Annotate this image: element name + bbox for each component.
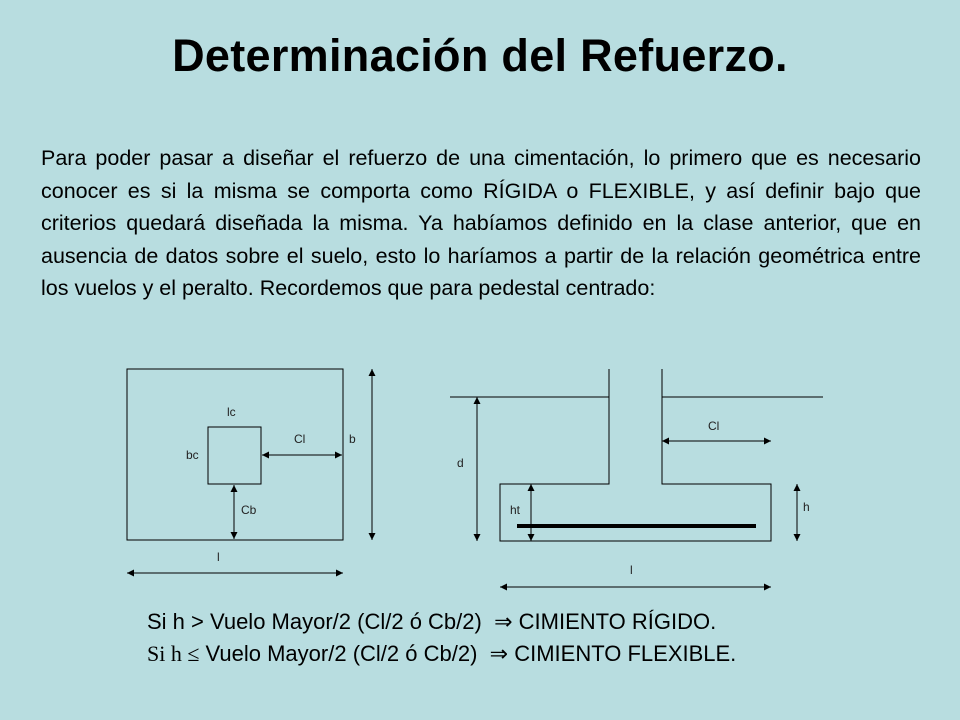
implies-arrow-icon: ⇒ [489, 641, 509, 666]
flexible-result: CIMIENTO FLEXIBLE. [514, 641, 737, 666]
label-b: b [349, 432, 356, 446]
rigid-condition: Si h > Vuelo Mayor/2 (Cl/2 ó Cb/2) [147, 609, 482, 634]
rigid-result: CIMIENTO RÍGIDO. [518, 609, 717, 634]
section-view [450, 369, 823, 587]
rigid-rule [147, 606, 736, 638]
flexible-rule [147, 638, 736, 670]
plan-view [127, 369, 372, 573]
criteria-block [147, 606, 736, 670]
label-cb: Cb [241, 503, 257, 517]
implies-arrow-icon: ⇒ [494, 609, 513, 634]
label-lc: lc [227, 405, 236, 419]
intro-paragraph: Para poder pasar a diseñar el refuerzo de una cimentación, lo primero que es necesario conocer es si la misma se comporta como RÍGIDA o FLEXIBLE, y así definir bajo que criterios quedará diseñada la misma. Ya habíamos definido en la clase anterior, que en ausencia de datos sobre el suelo, esto lo haríamos a partir de la relación geométrica entre los vuelos y el peralto. Recordemos que para pedestal centrado: [41, 146, 921, 300]
label-bc: bc [186, 448, 199, 462]
label-l: l [217, 550, 220, 564]
page-title: Determinación del Refuerzo. [172, 30, 788, 81]
footing-section-outline [500, 369, 771, 541]
column-outline [208, 427, 261, 484]
label-l-section: l [630, 563, 633, 577]
label-cl: Cl [294, 432, 306, 446]
label-cl-section: Cl [708, 419, 720, 433]
flexible-prefix: Si h ≤ [147, 641, 200, 666]
label-h: h [803, 500, 810, 514]
label-ht: ht [510, 503, 521, 517]
label-d: d [457, 456, 464, 470]
flexible-condition: Vuelo Mayor/2 (Cl/2 ó Cb/2) [205, 641, 478, 666]
